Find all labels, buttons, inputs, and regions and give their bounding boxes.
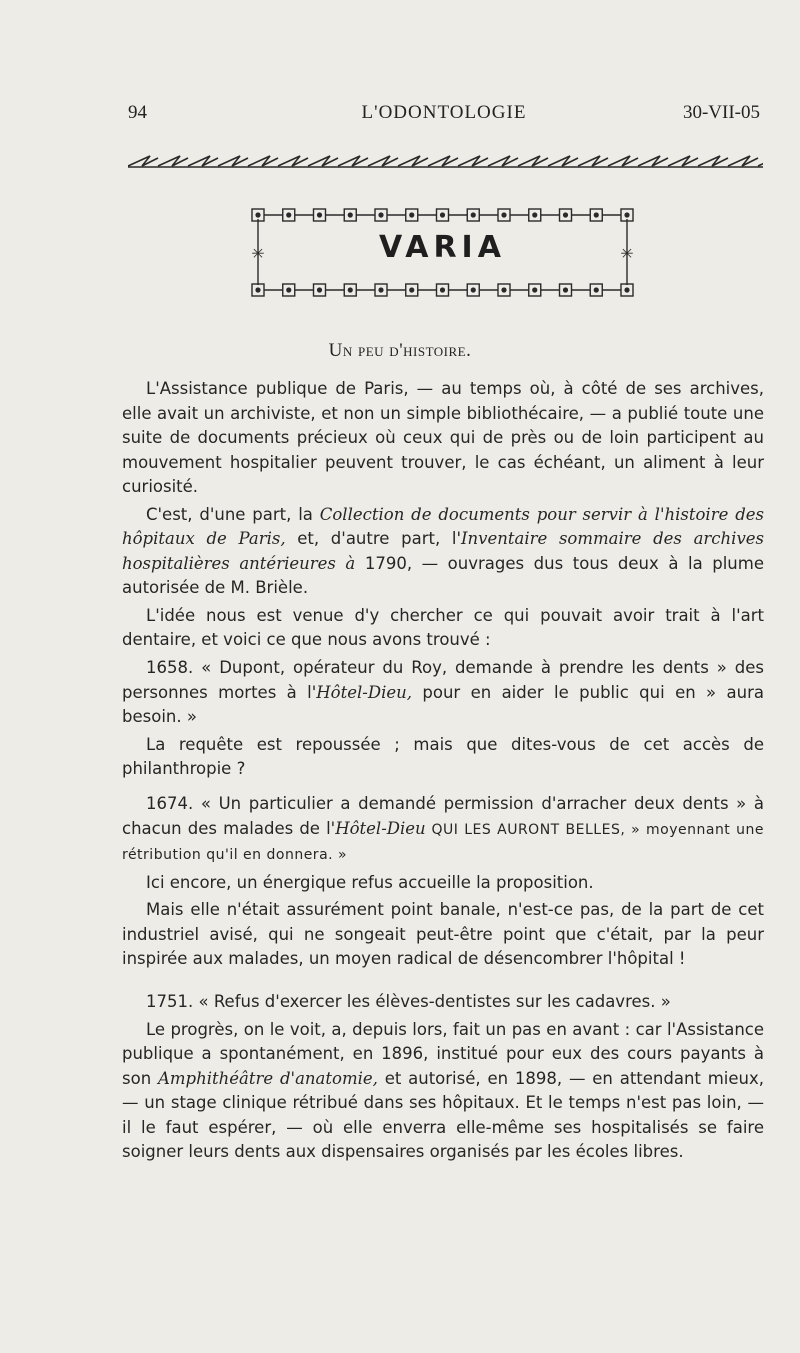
varia-frame bbox=[250, 205, 635, 300]
text-block-3 bbox=[122, 792, 764, 975]
text-block-2 bbox=[122, 656, 764, 785]
text-block-4 bbox=[122, 990, 764, 1168]
paragraph: C'est, d'une part, la Collection de documents pour servir à l'histoire des hôpitaux de Paris, et, d'autre part, l'Inventaire sommaire des archives hospitalières antérieures à 1790, — ouvrages dus tous deux à la plume autorisée de M. Brièle. bbox=[122, 504, 764, 597]
section-heading: VARIA bbox=[379, 230, 506, 265]
text-block-1 bbox=[122, 377, 764, 656]
journal-title: L'ODONTOLOGIE bbox=[361, 102, 527, 123]
article-title: Un peu d'histoire. bbox=[328, 340, 472, 361]
running-head bbox=[128, 102, 760, 132]
paragraph: Mais elle n'était assurément point banale, n'est-ce pas, de la part de cet industriel avisé, qui ne songeait peut-être point que c'était, par la peur inspirée aux malades, un moyen radical de désencombrer l'hôpital ! bbox=[122, 900, 764, 968]
paragraph: L'idée nous est venue d'y chercher ce qui pouvait avoir trait à l'art dentaire, et voici ce que nous avons trouvé : bbox=[122, 605, 764, 649]
quotation: 1751. « Refus d'exercer les élèves-dentistes sur les cadavres. » bbox=[146, 992, 671, 1011]
page-number: 94 bbox=[128, 102, 147, 123]
svg-text:✳: ✳ bbox=[620, 244, 634, 263]
paragraph: L'Assistance publique de Paris, — au temps où, à côté de ses archives, elle avait un archiviste, et non un simple bibliothécaire, — a publié toute une suite de documents précieux où ceux qui de près ou de loin participent au mouvement hospitalier peuvent trouver, le cas échéant, un aliment à leur curiosité. bbox=[122, 379, 764, 496]
paragraph: Ici encore, un énergique refus accueille la proposition. bbox=[146, 872, 594, 892]
paragraph: Le progrès, on le voit, a, depuis lors, fait un pas en avant : car l'Assistance publique a spontanément, en 1896, institué pour eux des cours payants à son Amphithéâtre d'anatomie, et autorisé, en 1898, — en attendant mieux, — un stage clinique rétribué dans ses hôpitaux. Et le temps n'est pas loin, — il le faut espérer, — où elle enverra elle-même ses hospitalisés se faire soigner leurs dents aux dispensaires organisés par les écoles libres. bbox=[122, 1019, 764, 1161]
quotation: 1674. « Un particulier a demandé permission d'arracher deux dents » à chacun des malades de l'Hôtel-Dieu QUI LES AURONT BELLES, » moyennant une rétribution qu'il en donnera. » bbox=[122, 794, 764, 863]
svg-text:✳: ✳ bbox=[251, 244, 265, 263]
issue-date: 30-VII-05 bbox=[682, 102, 760, 123]
quotation: 1658. « Dupont, opérateur du Roy, demande à prendre les dents » des personnes mortes à l'Hôtel-Dieu, pour en aider le public qui en » aura besoin. » bbox=[122, 658, 764, 726]
ornamental-rule bbox=[128, 150, 763, 172]
paragraph: La requête est repoussée ; mais que dites-vous de cet accès de philanthropie ? bbox=[122, 734, 764, 778]
